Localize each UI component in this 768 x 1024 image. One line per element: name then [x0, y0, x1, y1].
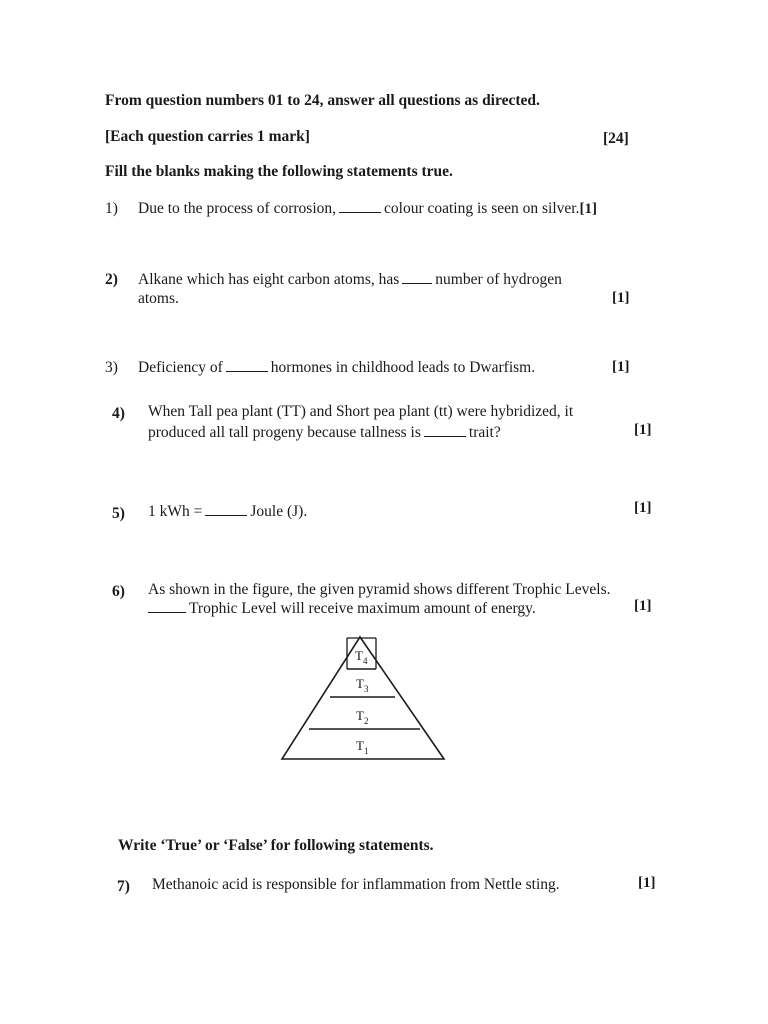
level-label-t1: $T_1$ — [356, 738, 369, 756]
question-number: 7) — [117, 878, 130, 895]
question-1-text — [138, 200, 597, 218]
level-label-t2: $T_2$ — [356, 708, 369, 726]
answer-blank — [339, 211, 381, 213]
section-fill-heading: Fill the blanks making the following statements true. — [105, 163, 453, 180]
instruction-heading: From question numbers 01 to 24, answer all questions as directed. — [105, 92, 540, 109]
mark-label: [1] — [634, 598, 652, 614]
question-text-part: 1 kWh = — [148, 503, 203, 520]
question-number: 2) — [105, 271, 118, 288]
total-marks: [24] — [603, 130, 629, 147]
question-6-line2 — [148, 600, 536, 618]
question-7-text: Methanoic acid is responsible for inflammation from Nettle sting. — [152, 876, 560, 893]
answer-blank — [226, 370, 268, 372]
question-number: 6) — [112, 583, 125, 600]
mark-label: [1] — [612, 290, 630, 306]
mark-label: [1] — [634, 422, 652, 438]
question-4-line2 — [148, 424, 501, 442]
level-label-t4: $T_4$ — [355, 648, 368, 666]
question-text-part: Joule (J). — [250, 503, 308, 520]
section-true-false-heading: Write ‘True’ or ‘False’ for following statements. — [118, 837, 434, 854]
marks-note: [Each question carries 1 mark] — [105, 128, 310, 145]
mark-label: [1] — [612, 359, 630, 375]
answer-blank — [148, 611, 186, 613]
question-text-part: trait? — [468, 424, 501, 441]
question-text-part: number of hydrogen — [435, 271, 562, 288]
question-number: 1) — [105, 200, 118, 217]
question-3-text — [138, 359, 535, 377]
question-5-text — [148, 503, 307, 521]
question-6-line1: As shown in the figure, the given pyramid shows different Trophic Levels. — [148, 581, 611, 598]
question-text-part: Deficiency of — [138, 359, 223, 376]
question-2-text — [138, 271, 562, 289]
answer-blank — [424, 435, 466, 437]
question-number: 3) — [105, 359, 118, 376]
question-2-line2: atoms. — [138, 290, 179, 307]
question-text-part: Due to the process of corrosion, — [138, 200, 337, 217]
question-text-part: Trophic Level will receive maximum amount of energy. — [189, 600, 536, 617]
mark-label: [1] — [579, 201, 597, 217]
question-number: 4) — [112, 405, 125, 422]
answer-blank — [402, 282, 432, 284]
question-text-part: hormones in childhood leads to Dwarfism. — [270, 359, 536, 376]
level-label-t3: $T_3$ — [356, 676, 369, 694]
question-text-part: colour coating is seen on silver. — [384, 200, 580, 217]
answer-blank — [205, 514, 247, 516]
question-text-part: produced all tall progeny because tallness is — [148, 424, 421, 441]
question-text-part: Alkane which has eight carbon atoms, has — [138, 271, 400, 288]
mark-label: [1] — [634, 500, 652, 516]
question-number: 5) — [112, 505, 125, 522]
question-4-line1: When Tall pea plant (TT) and Short pea plant (tt) were hybridized, it — [148, 403, 574, 420]
mark-label: [1] — [638, 875, 656, 891]
trophic-pyramid-diagram — [280, 635, 450, 765]
